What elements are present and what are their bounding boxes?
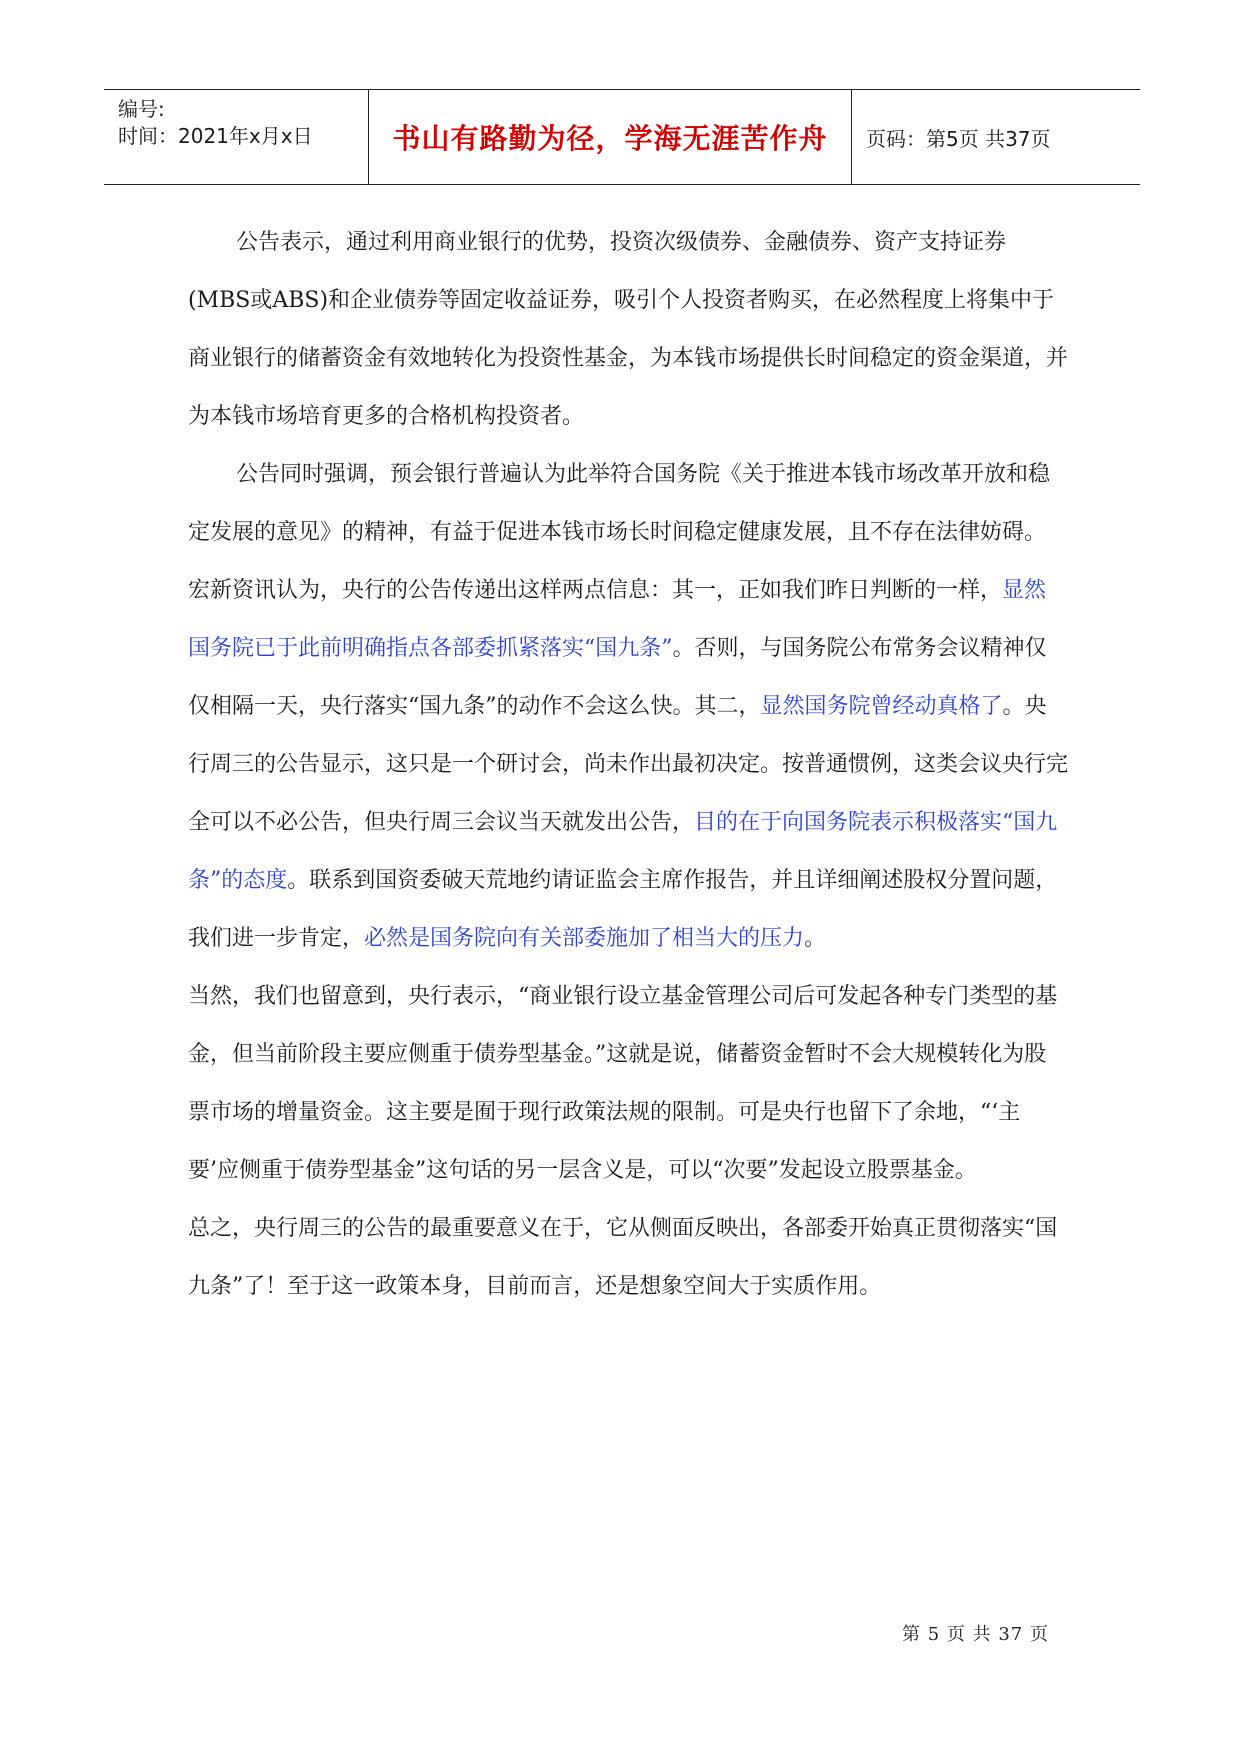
highlight-text-2: 显然国务院曾经动真格了	[760, 694, 1003, 719]
header-number-label: 编号:	[118, 97, 165, 121]
document-body	[188, 214, 1068, 1316]
header-motto: 书山有路勤为径，学海无涯苦作舟	[392, 122, 828, 155]
paragraph-3-text-4: 。联系到国资委破天荒地约请证监会主席作报告，并且详细阐述股权分置问题，我们进一步肯定，	[188, 868, 1058, 951]
paragraph-3-text-3: 。央行周三的公告显示，这只是一个研讨会，尚未作出最初决定。按普通惯例，这类会议央行完全可以不必公告，但央行周三会议当天就发出公告，	[188, 694, 1069, 835]
paragraph-3-text-1: 宏新资讯认为，央行的公告传递出这样两点信息：其一，正如我们昨日判断的一样，	[188, 578, 1003, 603]
header-page-cell	[852, 90, 1140, 184]
header-table	[104, 89, 1140, 185]
paragraph-1: 公告表示，通过利用商业银行的优势，投资次级债券、金融债券、资产支持证券(MBS或ABS)和企业债券等固定收益证券，吸引个人投资者购买，在必然程度上将集中于商业银行的储蓄资金有效地转化为投资性基金，为本钱市场提供长时间稳定的资金渠道，并为本钱市场培育更多的合格机构投资者。	[188, 230, 1069, 429]
paragraph-3-text-5: 。	[804, 926, 827, 951]
highlight-text-4: 必然是国务院向有关部委施加了相当大的压力	[364, 926, 805, 951]
header-time-label: 时间：2021年x月x日	[118, 124, 313, 148]
header-meta-cell	[104, 90, 368, 184]
paragraph-2: 公告同时强调，预会银行普遍认为此举符合国务院《关于推进本钱市场改革开放和稳定发展的意见》的精神，有益于促进本钱市场长时间稳定健康发展，且不存在法律妨碍。	[188, 462, 1051, 545]
highlight-text-1: 显然国务院已于此前明确指点各部委抓紧落实“国九条”	[188, 578, 1047, 661]
header-page-label: 页码：第5页 共37页	[866, 126, 1051, 151]
paragraph-3-text-2: 。否则，与国务院公布常务会议精神仅仅相隔一天，央行落实“国九条”的动作不会这么快。其二，	[188, 636, 1047, 719]
page-footer: 第 5 页 共 37 页	[902, 1624, 1049, 1645]
header-motto-cell	[368, 90, 852, 184]
paragraph-3	[188, 562, 1068, 968]
highlight-text-3: 目的在于向国务院表示积极落实“国九条”的态度	[188, 810, 1058, 893]
paragraph-5: 总之，央行周三的公告的最重要意义在于，它从侧面反映出，各部委开始真正贯彻落实“国九条”了！至于这一政策本身，目前而言，还是想象空间大于实质作用。	[188, 1216, 1058, 1299]
paragraph-4: 当然，我们也留意到，央行表示，“商业银行设立基金管理公司后可发起各种专门类型的基金，但当前阶段主要应侧重于债券型基金。”这就是说，储蓄资金暂时不会大规模转化为股票市场的增量资金。这主要是囿于现行政策法规的限制。可是央行也留下了余地，“‘主要’应侧重于债券型基金”这句话的另一层含义是，可以“次要”发起设立股票基金。	[188, 984, 1058, 1183]
